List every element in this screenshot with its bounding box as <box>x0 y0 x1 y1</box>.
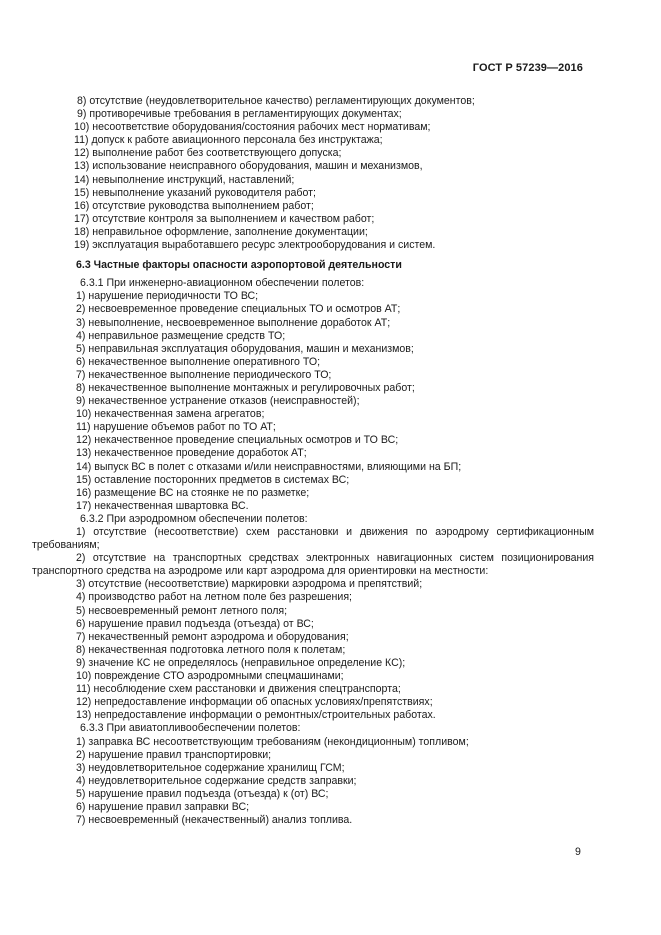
list-item: 2) несвоевременное проведение специальных ТО и осмотров АТ; <box>76 303 401 316</box>
list-item: 11) нарушение объемов работ по ТО АТ; <box>76 421 276 434</box>
list-item: 19) эксплуатация выработавшего ресурс электрооборудования и систем. <box>74 239 436 252</box>
list-item: 8) некачественное выполнение монтажных и регулировочных работ; <box>76 381 415 394</box>
list-item: 6) нарушение правил подъезда (отъезда) от ВС; <box>76 617 314 630</box>
list-item: 14) невыполнение инструкций, наставлений; <box>74 173 295 186</box>
list-item: 16) размещение ВС на стоянке не по разметке; <box>76 486 310 499</box>
list-item: 4) неудовлетворительное содержание средств заправки; <box>76 774 357 787</box>
list-item: 8) отсутствие (неудовлетворительное качество) регламентирующих документов; <box>77 95 475 107</box>
list-item: 7) несвоевременный (некачественный) анализ топлива. <box>76 814 353 827</box>
list-item: 17) отсутствие контроля за выполнением и качеством работ; <box>74 212 375 225</box>
list-item: 4) производство работ на летном поле без разрешения; <box>76 591 352 604</box>
list-item: 1) заправка ВС несоответствующим требованиям (некондиционным) топливом; <box>76 735 469 748</box>
list-item: 17) некачественная швартовка ВС. <box>76 499 249 512</box>
list-item: 15) невыполнение указаний руководителя работ; <box>74 186 316 199</box>
list-item: 7) некачественный ремонт аэродрома и оборудования; <box>76 630 349 643</box>
list-item: 15) оставление посторонних предметов в системах ВС; <box>76 473 350 486</box>
list-item: 7) некачественное выполнение периодического ТО; <box>76 368 332 381</box>
list-item: 2) нарушение правил транспортировки; <box>76 748 272 761</box>
list-item: 5) несвоевременный ремонт летного поля; <box>76 604 288 617</box>
list-item: 18) неправильное оформление, заполнение документации; <box>74 225 368 238</box>
list-item: 13) непредоставление информации о ремонтных/строительных работах. <box>76 709 436 722</box>
list-item: 4) неправильное размещение средств ТО; <box>76 329 286 342</box>
subsection-heading: 6.3.3 При авиатопливообеспечении полетов: <box>80 722 301 735</box>
list-item: 5) неправильная эксплуатация оборудования, машин и механизмов; <box>76 342 414 355</box>
list-item: 9) значение КС не определялось (неправильное определение КС); <box>76 656 406 669</box>
list-item: 11) несоблюдение схем расстановки и движения спецтранспорта; <box>76 683 401 696</box>
list-item: 3) неудовлетворительное содержание хранилищ ГСМ; <box>76 761 345 774</box>
document-id-header: ГОСТ Р 57239—2016 <box>472 62 583 74</box>
list-item: 10) повреждение СТО аэродромными спецмашинами; <box>76 670 344 683</box>
document-body <box>32 95 594 827</box>
list-item: 3) отсутствие (несоответствие) маркировки аэродрома и препятствий; <box>76 578 423 591</box>
list-item: 13) использование неисправного оборудования, машин и механизмов, <box>74 160 423 173</box>
list-item: 11) допуск к работе авиационного персонала без инструктажа; <box>74 134 383 147</box>
list-item: 9) противоречивые требования в регламентирующих документах; <box>77 108 402 121</box>
list-item: 12) непредоставление информации об опасных условиях/препятствиях; <box>76 696 433 709</box>
list-item: 2) отсутствие на транспортных средствах электронных навигационных систем позиционирования <box>76 552 594 565</box>
list-item: 10) некачественная замена агрегатов; <box>76 408 265 421</box>
list-item-continuation: требованиям; <box>32 539 100 552</box>
list-item: 1) отсутствие (несоответствие) схем расстановки и движения по аэродрому сертификационным <box>76 526 594 538</box>
list-item: 13) некачественное проведение доработок АТ; <box>76 447 307 460</box>
list-item: 14) выпуск ВС в полет с отказами и/или неисправностями, влияющими на БП; <box>76 460 462 473</box>
list-item: 12) некачественное проведение специальных осмотров и ТО ВС; <box>76 434 399 447</box>
list-item: 6) некачественное выполнение оперативного ТО; <box>76 355 321 368</box>
list-item: 5) нарушение правил подъезда (отъезда) к (от) ВС; <box>76 787 329 800</box>
list-item: 16) отсутствие руководства выполнением работ; <box>74 199 314 212</box>
list-item: 6) нарушение правил заправки ВС; <box>76 800 250 813</box>
section-title: 6.3 Частные факторы опасности аэропортовой деятельности <box>76 259 402 272</box>
list-item: 8) некачественная подготовка летного поля к полетам; <box>76 643 346 656</box>
list-item: 1) нарушение периодичности ТО ВС; <box>76 290 259 303</box>
subsection-6-3-2 <box>32 513 594 723</box>
list-item: 9) некачественное устранение отказов (неисправностей); <box>76 395 360 408</box>
list-item: 3) невыполнение, несвоевременное выполнение доработок АТ; <box>76 316 391 329</box>
subsection-heading: 6.3.1 При инженерно-авиационном обеспечении полетов: <box>80 277 365 290</box>
list-item-continuation: транспортного средства на аэродроме или карт аэродрома для ориентировки на местности: <box>32 565 489 578</box>
list-a <box>32 95 594 252</box>
subsection-heading: 6.3.2 При аэродромном обеспечении полетов: <box>80 512 308 525</box>
page-number: 9 <box>575 846 581 858</box>
subsection-6-3-3 <box>32 722 594 827</box>
subsection-6-3-1 <box>32 277 594 513</box>
list-item: 10) несоответствие оборудования/состояния рабочих мест нормативам; <box>74 121 431 134</box>
list-item: 12) выполнение работ без соответствующего допуска; <box>74 147 342 160</box>
